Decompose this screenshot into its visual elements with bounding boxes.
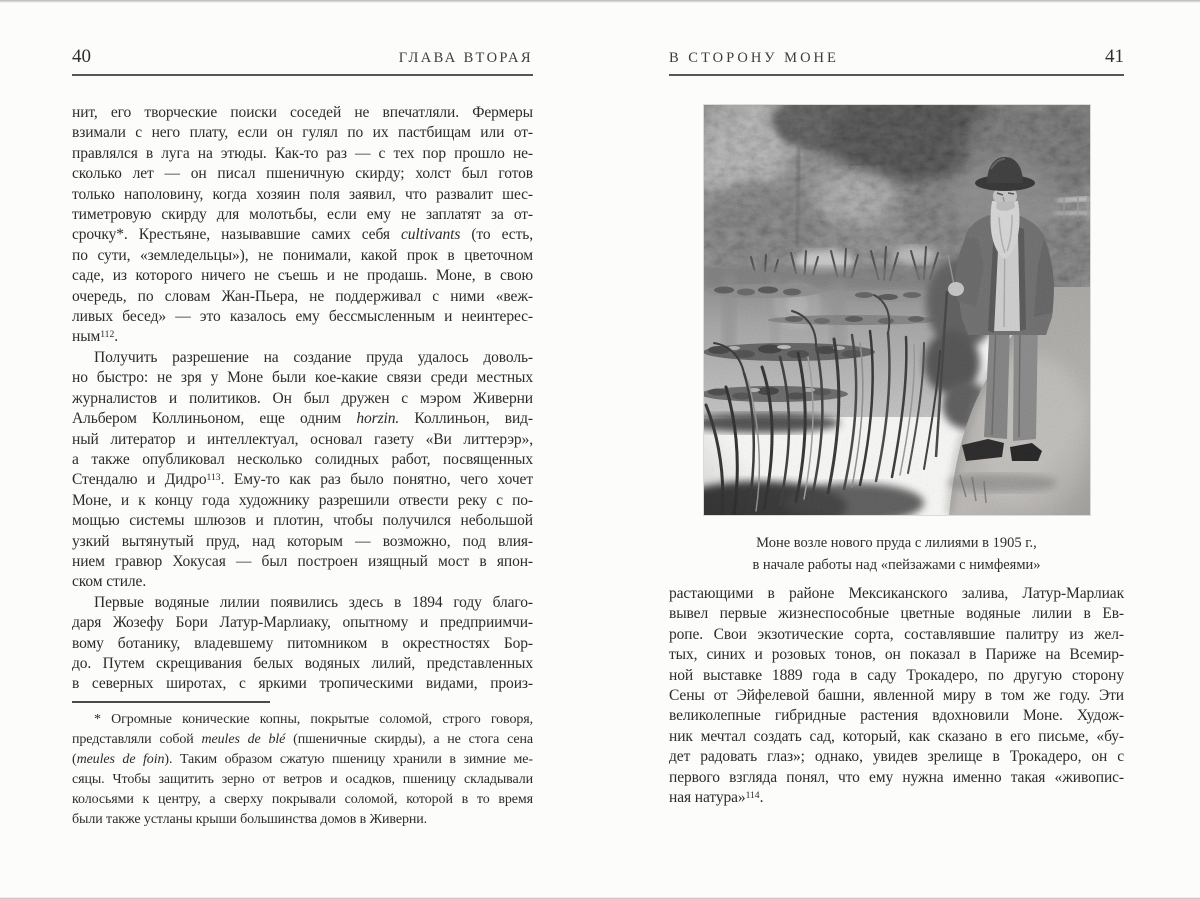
scan-edge-top	[0, 0, 1200, 3]
footnote-separator	[72, 701, 270, 703]
page-header-left	[72, 46, 533, 76]
text-line: представляли собой meules de blé (пшеничные скирды), а не стога сена	[72, 731, 533, 747]
text-line: нием гравюр Хокусая — был построен изящный мост в япон-	[72, 552, 533, 570]
paragraph	[72, 348, 533, 593]
caption-line: в начале работы над «пейзажами с нимфеями»	[752, 557, 1041, 573]
page-number-right: 41	[1105, 46, 1124, 67]
text-line: первого взгляда понял, что ему нужна именно такая «живопис-	[669, 768, 1124, 786]
text-line: до. Путем скрещивания белых водяных лилий, представленных	[72, 654, 533, 672]
text-line: сяцы. Чтобы защитить зерно от ветров и осадков, пшеницу складывали	[72, 771, 533, 787]
paragraph	[72, 103, 533, 348]
text-line: в северных широтах, с яркими тропическими видами, произ-	[72, 675, 533, 693]
text-line: великолепные гибридные растения вдохновили Моне. Худож-	[669, 707, 1124, 725]
text-line: колосьями к центру, а сверху покрывали соломой, которой в то время	[72, 791, 533, 807]
text-line: ливых бесед» — это казалось ему бессмысленным и неинтерес-	[72, 308, 533, 326]
text-line: ный литератор и интеллектуал, основал газету «Ви литтерэр»,	[72, 430, 533, 448]
text-line: ной выставке 1889 года в саду Трокадеро, по другую сторону	[669, 666, 1124, 684]
text-line: ропе. Свои экзотические сорта, составлявшие палитру из жел-	[669, 625, 1124, 643]
text-line: ник мечтал создать сад, который, как сказано в его письме, «бу-	[669, 727, 1124, 745]
text-line: правлялся в луга на этюды. Как-то раз — с тех пор прошло не-	[72, 144, 533, 162]
running-title-right: В СТОРОНУ МОНЕ	[669, 50, 839, 66]
body-text-right	[669, 584, 1124, 808]
paragraph	[72, 710, 533, 830]
footnote	[72, 710, 533, 830]
text-line: взимали с него плату, если он гулял по их пастбищам или от-	[72, 124, 533, 142]
page-right	[669, 46, 1124, 808]
page-number-left: 40	[72, 46, 91, 67]
body-text-left	[72, 103, 533, 695]
text-line: ная натура»$^{114}$.	[669, 789, 764, 807]
text-line: (meules de foin). Таким образом сжатую пшеницу хранили в зимние ме-	[72, 751, 533, 767]
text-line: мощью системы шлюзов и плотин, чтобы получился небольшой	[72, 512, 533, 530]
photo-wrap	[669, 105, 1124, 515]
vignette	[704, 105, 1090, 515]
text-line: только наполовину, когда хозяин поля заявил, что развалит шес-	[72, 185, 533, 203]
text-line: Получить разрешение на создание пруда удалось доволь-	[94, 348, 533, 366]
photo-caption	[669, 532, 1124, 576]
text-line: Первые водяные лилии появились здесь в 1894 году благо-	[94, 593, 533, 611]
text-line: очередь, по словам Жан-Пьера, не поддерживал с ними «веж-	[72, 287, 533, 305]
text-line: тиметровую скирду для молотьбы, если ему не заплатят за от-	[72, 206, 533, 224]
text-line: вому ботанику, владевшему питомником в окрестностях Бор-	[72, 634, 533, 652]
text-line: саде, из которого ничего не съешь и не продашь. Моне, в свою	[72, 267, 533, 285]
text-line: даря Жозефу Бори Латур-Марлиаку, опытному и предприимчи-	[72, 614, 533, 632]
text-line: нит, его творческие поиски соседей не впечатляли. Фермеры	[72, 104, 533, 121]
paragraph	[669, 584, 1124, 808]
text-line: срочку*. Крестьяне, называвшие самих себя cultivants (то есть,	[72, 226, 533, 244]
text-line: по сути, «земледельцы»), не понимали, какой прок в цветочном	[72, 246, 533, 264]
text-line: дет радовать глаз»; однако, увидев зрелище в Трокадеро, он с	[669, 748, 1124, 766]
text-line: * Огромные конические копны, покрытые соломой, строго говоря,	[94, 711, 533, 727]
text-line: вывел первые жизнеспособные цветные водяные лилии в Ев-	[669, 605, 1124, 623]
page-header-right	[669, 46, 1124, 76]
text-line: но быстро: не зря у Моне были кое-какие связи среди местных	[72, 369, 533, 387]
text-line: ным$^{112}$.	[72, 328, 119, 346]
text-line: Моне, и к концу года художнику разрешили отвести реку с по-	[72, 491, 533, 509]
page-left	[72, 46, 533, 830]
text-line: журналистов и политиков. Он был дружен с мэром Живерни	[72, 389, 533, 407]
text-line: узкий вытянутый пруд, над которым — возможно, под влия-	[72, 532, 533, 550]
text-line: были также устланы крыши большинства домов в Живерни.	[72, 811, 428, 827]
text-line: Сены от Эйфелевой башни, явленной миру в том же году. Эти	[669, 687, 1124, 705]
text-line: растающими в районе Мексиканского залива, Латур-Марлиак	[669, 585, 1124, 602]
running-title-left: ГЛАВА ВТОРАЯ	[398, 50, 533, 66]
text-line: сколько лет — он писал пшеничную скирду; холст был готов	[72, 165, 533, 183]
paragraph	[72, 593, 533, 695]
text-line: ском стиле.	[72, 573, 147, 591]
monet-photo	[704, 105, 1090, 515]
text-line: Альбером Коллиньоном, еще одним horzin. Коллиньон, вид-	[72, 410, 533, 428]
text-line: тых, синих и розовых тонов, он показал в Париже на Всемир-	[669, 646, 1124, 664]
caption-line: Моне возле нового пруда с лилиями в 1905 г.,	[756, 535, 1037, 551]
text-line: Стендалю и Дидро$^{113}$. Ему-то как раз было понятно, чего хочет	[72, 471, 534, 489]
text-line: а также опубликовал несколько солидных работ, посвященных	[72, 450, 533, 468]
